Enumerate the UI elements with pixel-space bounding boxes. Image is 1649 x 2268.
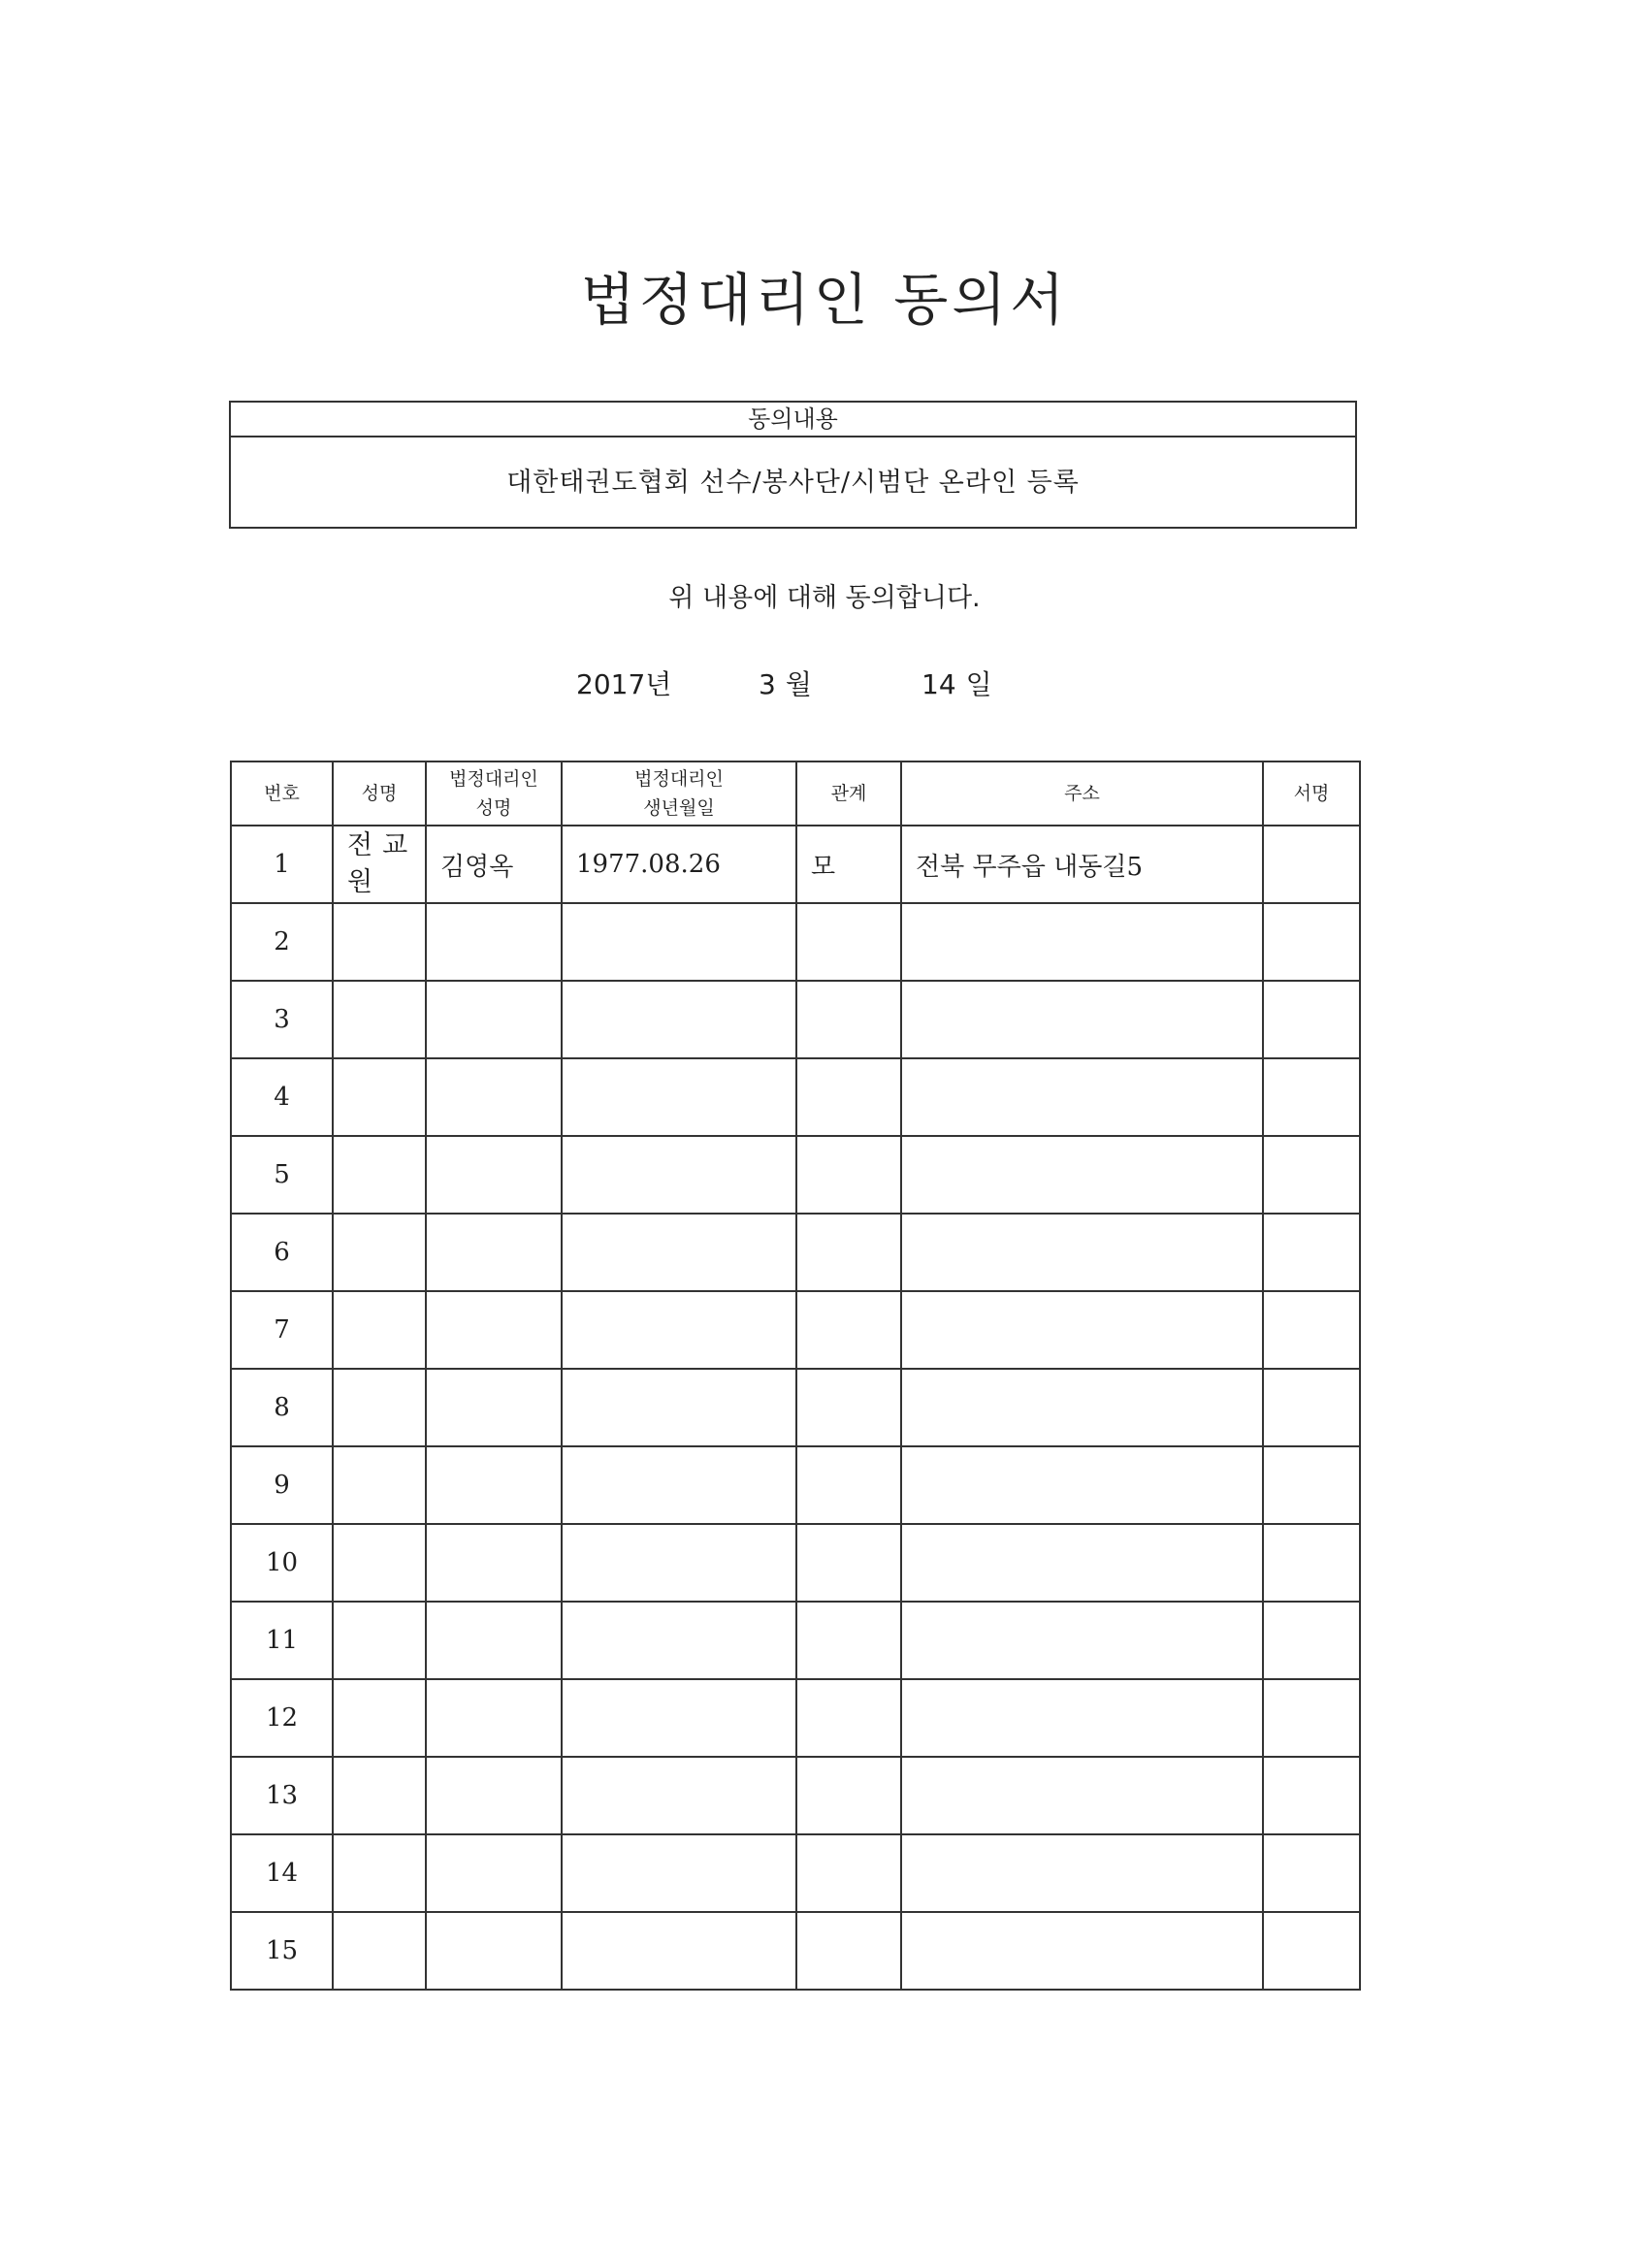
cell-relation xyxy=(796,1291,901,1369)
header-signature xyxy=(1263,761,1360,826)
cell-guardian-birth xyxy=(562,1679,796,1757)
cell-signature xyxy=(1263,1136,1360,1214)
header-guardian-birth xyxy=(562,761,796,826)
header-number-label: 번호 xyxy=(264,783,300,804)
table-row xyxy=(231,1757,1360,1834)
cell-signature xyxy=(1263,1912,1360,1990)
header-number xyxy=(231,761,333,826)
cell-address xyxy=(901,1214,1263,1291)
table-row xyxy=(231,981,1360,1058)
cell-relation xyxy=(796,1369,901,1446)
consent-box xyxy=(229,401,1357,529)
table-row xyxy=(231,903,1360,981)
cell-relation xyxy=(796,1912,901,1990)
cell-signature xyxy=(1263,1446,1360,1524)
date-day xyxy=(922,664,992,702)
table-row xyxy=(231,1214,1360,1291)
table-row xyxy=(231,1058,1360,1136)
cell-signature xyxy=(1263,1602,1360,1679)
cell-name xyxy=(333,1679,426,1757)
cell-relation xyxy=(796,1524,901,1602)
cell-address xyxy=(901,1524,1263,1602)
cell-address xyxy=(901,1446,1263,1524)
table-row xyxy=(231,1602,1360,1679)
table-header-row xyxy=(231,761,1360,826)
table-row xyxy=(231,1446,1360,1524)
table-row xyxy=(231,826,1360,903)
date-year-unit: 년 xyxy=(645,668,672,700)
cell-number: 13 xyxy=(231,1757,333,1834)
cell-guardian-name xyxy=(426,1524,562,1602)
guardian-table xyxy=(230,761,1361,1991)
cell-guardian-birth xyxy=(562,1834,796,1912)
cell-signature xyxy=(1263,1369,1360,1446)
cell-name xyxy=(333,981,426,1058)
cell-relation: 모 xyxy=(796,826,901,903)
cell-number: 10 xyxy=(231,1524,333,1602)
cell-name xyxy=(333,1369,426,1446)
table-row xyxy=(231,1834,1360,1912)
cell-guardian-birth xyxy=(562,1291,796,1369)
cell-guardian-name xyxy=(426,1602,562,1679)
cell-guardian-birth xyxy=(562,1602,796,1679)
cell-address xyxy=(901,1602,1263,1679)
header-relation xyxy=(796,761,901,826)
cell-guardian-birth xyxy=(562,1058,796,1136)
agreement-statement: 위 내용에 대해 동의합니다. xyxy=(668,583,981,613)
cell-name xyxy=(333,1446,426,1524)
cell-signature xyxy=(1263,826,1360,903)
cell-signature xyxy=(1263,1524,1360,1602)
cell-guardian-name xyxy=(426,1912,562,1990)
header-guardian-name-line1: 법정대리인 xyxy=(449,768,538,790)
cell-name xyxy=(333,903,426,981)
table-body xyxy=(231,826,1360,1990)
cell-address xyxy=(901,981,1263,1058)
cell-name xyxy=(333,1757,426,1834)
cell-number: 14 xyxy=(231,1834,333,1912)
date-month xyxy=(759,664,812,702)
cell-name xyxy=(333,1058,426,1136)
cell-address xyxy=(901,1058,1263,1136)
table-row xyxy=(231,1369,1360,1446)
cell-address xyxy=(901,1369,1263,1446)
consent-content: 대한태권도협회 선수/봉사단/시범단 온라인 등록 xyxy=(506,468,1080,498)
cell-guardian-name xyxy=(426,903,562,981)
cell-name xyxy=(333,1834,426,1912)
cell-signature xyxy=(1263,1214,1360,1291)
cell-name xyxy=(333,1524,426,1602)
table-row xyxy=(231,1912,1360,1990)
date-day-value: 14 xyxy=(922,668,956,700)
cell-signature xyxy=(1263,1757,1360,1834)
cell-number: 9 xyxy=(231,1446,333,1524)
cell-relation xyxy=(796,1679,901,1757)
cell-guardian-birth xyxy=(562,1912,796,1990)
header-signature-label: 서명 xyxy=(1293,783,1330,804)
header-relation-label: 관계 xyxy=(830,783,867,804)
header-guardian-birth-line2: 생년월일 xyxy=(643,797,715,819)
cell-number: 1 xyxy=(231,826,333,903)
cell-number: 3 xyxy=(231,981,333,1058)
cell-guardian-birth xyxy=(562,1369,796,1446)
cell-guardian-name xyxy=(426,981,562,1058)
cell-guardian-name xyxy=(426,1291,562,1369)
cell-number: 15 xyxy=(231,1912,333,1990)
header-name xyxy=(333,761,426,826)
cell-number: 11 xyxy=(231,1602,333,1679)
cell-relation xyxy=(796,1136,901,1214)
cell-relation xyxy=(796,1834,901,1912)
cell-guardian-name xyxy=(426,1058,562,1136)
cell-guardian-name xyxy=(426,1757,562,1834)
cell-name xyxy=(333,1602,426,1679)
cell-relation xyxy=(796,1602,901,1679)
cell-guardian-birth xyxy=(562,1524,796,1602)
cell-name xyxy=(333,1912,426,1990)
cell-address xyxy=(901,1757,1263,1834)
cell-guardian-birth xyxy=(562,1136,796,1214)
cell-number: 7 xyxy=(231,1291,333,1369)
cell-number: 12 xyxy=(231,1679,333,1757)
cell-number: 2 xyxy=(231,903,333,981)
cell-guardian-birth xyxy=(562,1757,796,1834)
cell-address xyxy=(901,1136,1263,1214)
table-row xyxy=(231,1136,1360,1214)
cell-guardian-birth xyxy=(562,903,796,981)
cell-signature xyxy=(1263,1291,1360,1369)
cell-name: 전교원 xyxy=(333,826,426,903)
header-guardian-name xyxy=(426,761,562,826)
cell-relation xyxy=(796,981,901,1058)
table-row xyxy=(231,1679,1360,1757)
cell-name xyxy=(333,1214,426,1291)
header-guardian-birth-line1: 법정대리인 xyxy=(634,768,724,790)
cell-address xyxy=(901,1912,1263,1990)
header-address-label: 주소 xyxy=(1064,783,1100,804)
cell-guardian-name xyxy=(426,1214,562,1291)
cell-relation xyxy=(796,1757,901,1834)
cell-relation xyxy=(796,1214,901,1291)
cell-guardian-name xyxy=(426,1446,562,1524)
cell-signature xyxy=(1263,903,1360,981)
cell-address xyxy=(901,903,1263,981)
cell-number: 8 xyxy=(231,1369,333,1446)
cell-name xyxy=(333,1136,426,1214)
cell-address xyxy=(901,1291,1263,1369)
cell-guardian-name xyxy=(426,1834,562,1912)
cell-guardian-name: 김영옥 xyxy=(426,826,562,903)
cell-number: 5 xyxy=(231,1136,333,1214)
document-title: 법정대리인 동의서 xyxy=(580,267,1069,333)
cell-guardian-birth xyxy=(562,981,796,1058)
cell-guardian-name xyxy=(426,1679,562,1757)
cell-guardian-birth: 1977.08.26 xyxy=(562,826,796,903)
cell-guardian-name xyxy=(426,1369,562,1446)
date-month-unit: 월 xyxy=(785,668,812,700)
cell-guardian-birth xyxy=(562,1446,796,1524)
table-row xyxy=(231,1524,1360,1602)
date-day-unit: 일 xyxy=(965,668,992,700)
date-year xyxy=(576,664,671,702)
date-month-value: 3 xyxy=(759,668,776,700)
cell-relation xyxy=(796,903,901,981)
cell-signature xyxy=(1263,981,1360,1058)
header-address xyxy=(901,761,1263,826)
table-row xyxy=(231,1291,1360,1369)
header-guardian-name-line2: 성명 xyxy=(475,797,512,819)
cell-relation xyxy=(796,1058,901,1136)
cell-number: 4 xyxy=(231,1058,333,1136)
cell-signature xyxy=(1263,1679,1360,1757)
consent-header: 동의내용 xyxy=(231,403,1355,437)
cell-address xyxy=(901,1679,1263,1757)
cell-signature xyxy=(1263,1834,1360,1912)
cell-name xyxy=(333,1291,426,1369)
date-year-value: 2017 xyxy=(576,668,646,700)
cell-signature xyxy=(1263,1058,1360,1136)
cell-relation xyxy=(796,1446,901,1524)
cell-number: 6 xyxy=(231,1214,333,1291)
cell-address: 전북 무주읍 내동길5 xyxy=(901,826,1263,903)
cell-guardian-name xyxy=(426,1136,562,1214)
cell-address xyxy=(901,1834,1263,1912)
header-name-label: 성명 xyxy=(361,783,398,804)
cell-guardian-birth xyxy=(562,1214,796,1291)
